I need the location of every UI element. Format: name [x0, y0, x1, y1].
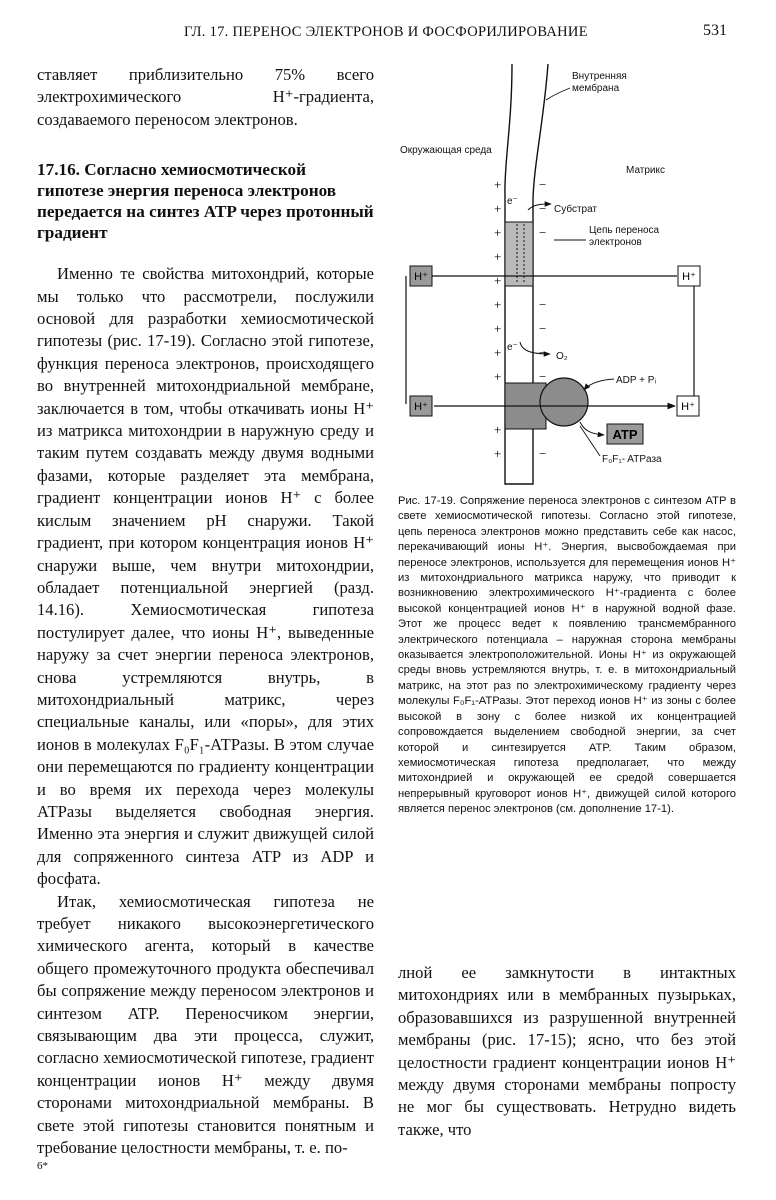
membrane-pointer: [546, 88, 570, 100]
label-atpase: F₀F₁- ATPаза: [602, 454, 662, 465]
label-inner-membrane-2: мембрана: [572, 83, 620, 94]
minus-sign: −: [539, 321, 547, 336]
label-outside-medium: Окружающая среда: [400, 145, 492, 156]
label-h-in-top: H⁺: [682, 271, 696, 283]
minus-sign: −: [539, 297, 547, 312]
plus-sign: +: [494, 249, 502, 264]
adp-arrow: [584, 379, 614, 390]
chemiosmotic-diagram: [394, 64, 744, 492]
label-electron-bottom: e⁻: [507, 342, 518, 353]
body-paragraph-1: Именно те свойства митохондрий, которые мы только что рассмотрели, послужили основой для разработки хемиосмотической гипотезы (рис. 17-19). Согласно этой гипотезе, функция переноса электронов, происходящего во внутренней митохондриальной мембране, заключается в том, чтобы откачивать ионы H⁺ из матрикса митохондрии в наружную среду и таким путем создавать между двумя водными фазами, которые разделяет эта мембрана, градиент концентрации ионов H⁺ с более кислым значением pH снаружи. Такой градиент, при котором концентрация ионов H⁺ снаружи выше, чем внутри митохондрии, обладает потенциальной энергией (разд. 14.16). Хемиосмотическая гипотеза постулирует далее, что ионы H⁺, выведенные наружу за счет энергии переноса электронов, снова устремляются внутрь, в митохондриальный матрикс, через специальные каналы, или «поры», для этих ионов в молекулах F₀F₁-АТРазы. В этом случае они перемещаются по градиенту концентрации и во время их перехода через молекулы АТРазы выделяется свободная энергия. Именно эта энергия и служит движущей силой для сопряженного синтеза ATP из ADP и фосфата.: [37, 264, 374, 889]
plus-sign: +: [494, 369, 502, 384]
plus-sign: +: [494, 225, 502, 240]
label-matrix: Матрикс: [626, 165, 665, 176]
left-column: [37, 64, 374, 1159]
plus-signs: [494, 177, 501, 461]
plus-sign: +: [494, 273, 502, 288]
caption-text: Рис. 17-19. Сопряжение переноса электронов с синтезом ATP в свете хемиосмотической гипотезы. Согласно этой гипотезе, цепь переноса электронов можно представить себе как насос, перекачивающий ионы H⁺. Энергия, высвобождаемая при переносе электронов, используется для перемещения ионов H⁺ из митохондриального матрикса наружу, что приводит к возникновению электрохимического H⁺-градиента с более высокой концентрацией ионов H⁺ в наружной водной фазе. Этот же процесс ведет к появлению трансмембранного электрического потенциала – наружная сторона мембраны оказывается электроположительной. Ионы H⁺ из окружающей среды вновь устремляются внутрь, т. е. в митохондриальный матрикс, на этот раз по электрохимическому градиенту через молекулы F₀F₁-АТРазы. Этот переход ионов H⁺ из зоны с более высокой в зону с более низкой их концентрацией сопровождается выделением свободной энергии, за счет которой и синтезируется ATP. Таким образом, хемиосмотическая гипотеза предполагает, что между митохондрией и окружающей ее средой совершается непрерывный круговорот ионов H⁺, движущей силой которого является перенос электронов (см. дополнение 17-1).: [398, 495, 736, 816]
minus-sign: −: [539, 369, 547, 384]
figure-17-19: [394, 64, 744, 492]
label-substrate: Субстрат: [554, 204, 598, 215]
label-h-out-bottom: H⁺: [414, 401, 428, 413]
figure-caption: [398, 494, 736, 818]
plus-sign: +: [494, 297, 502, 312]
label-electron-top: e⁻: [507, 196, 518, 207]
minus-sign: −: [539, 225, 547, 240]
label-adp: ADP + Pᵢ: [616, 375, 657, 386]
plus-sign: +: [494, 321, 502, 336]
body-paragraph-2: Итак, хемиосмотическая гипотеза не требует никакого высокоэнергетического химического агента, который в качестве общего промежуточного продукта обеспечивал бы сопряжение между переносом электронов и синтезом ATP. Переносчиком энергии, связывающим два эти процесса, служит, согласно хемиосмотической гипотезе, градиент концентрации ионов H⁺ между двумя сторонами митохондриальной мембраны. В свете этой гипотезы становится понятным и требование целостности мембраны, т. е. по-: [37, 891, 374, 1158]
page-number: 531: [703, 22, 727, 39]
label-chain-2: электронов: [589, 237, 642, 248]
page-header: [0, 22, 776, 46]
label-atp: ATP: [612, 427, 638, 442]
running-head: ГЛ. 17. ПЕРЕНОС ЭЛЕКТРОНОВ И ФОСФОРИЛИРОВАНИЕ: [184, 24, 588, 40]
label-chain: Цепь переноса: [589, 225, 660, 236]
signature-mark: 6*: [37, 1160, 48, 1172]
right-column: [398, 962, 736, 1141]
atpase-stalk: [542, 394, 554, 410]
minus-sign: −: [539, 201, 547, 216]
carryover-paragraph: ставляет приблизительно 75% всего электрохимического H⁺-градиента, создаваемого переносом электронов.: [37, 65, 374, 129]
atp-arrow: [580, 422, 604, 435]
right-paragraph: лной ее замкнутости в интактных митохондриях или в мембранных пузырьках, образовавшихся из разрушенной внутренней мембраны (рис. 17-15); ясно, что без этой целостности градиент концентрации ионов H⁺ между двумя сторонами мембраны попросту не мог бы существовать. Нетрудно видеть также, что: [398, 963, 736, 1139]
plus-sign: +: [494, 422, 502, 437]
minus-sign: −: [539, 446, 547, 461]
atpase-pointer: [580, 426, 600, 456]
plus-sign: +: [494, 446, 502, 461]
plus-sign: +: [494, 345, 502, 360]
minus-sign: −: [539, 177, 547, 192]
label-h-out-top: H⁺: [414, 271, 428, 283]
label-o2: O₂: [556, 351, 568, 362]
label-h-in-bottom: H⁺: [681, 401, 695, 413]
plus-sign: +: [494, 177, 502, 192]
plus-sign: +: [494, 201, 502, 216]
section-title: 17.16. Согласно хемиосмотической гипотезе энергия переноса электронов передается на синтез ATP через протонный градиент: [37, 160, 374, 243]
minus-sign: −: [539, 345, 547, 360]
label-inner-membrane: Внутренняя: [572, 71, 627, 82]
